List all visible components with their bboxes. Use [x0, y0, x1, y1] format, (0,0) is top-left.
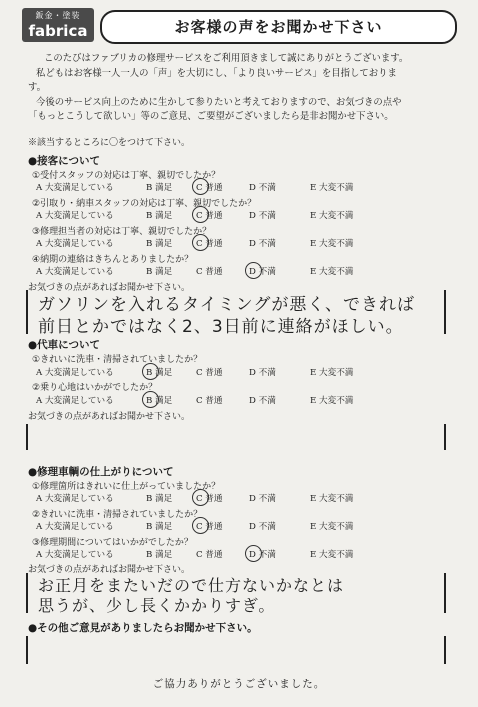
option-e[interactable]: E 大変不満 — [310, 239, 354, 249]
option-d[interactable]: D 不満 — [249, 265, 276, 277]
option-row — [36, 520, 456, 534]
intro-text — [28, 52, 453, 125]
question-label: ②きれいに洗車・清掃されていましたか？ — [32, 510, 203, 520]
comment-box-finish[interactable] — [26, 573, 446, 613]
selection-circle-icon — [192, 517, 209, 534]
option-e[interactable]: E 大変不満 — [310, 267, 354, 277]
option-row — [36, 394, 456, 408]
option-d[interactable]: D 不満 — [249, 183, 276, 193]
option-e[interactable]: E 大変不満 — [310, 211, 354, 221]
option-c[interactable]: C 普通 — [196, 550, 223, 560]
option-e[interactable]: E 大変不満 — [310, 494, 354, 504]
option-b[interactable]: B 満足 — [146, 239, 173, 249]
option-e[interactable]: E 大変不満 — [310, 550, 354, 560]
comment-box-service[interactable] — [26, 290, 446, 337]
option-d[interactable]: D 不満 — [249, 211, 276, 221]
selection-circle-icon — [192, 206, 209, 223]
option-d[interactable]: D 不満 — [249, 548, 276, 560]
logo-subtitle: 鈑金・塗装 — [35, 11, 81, 20]
intro-line: 「もっとこうして欲しい」等のご意見、ご要望がございましたら是非お聞かせ下さい。 — [28, 111, 394, 122]
option-b[interactable]: B 満足 — [146, 494, 173, 504]
intro-line: 今後のサービス向上のために生かして参りたいと考えておりますので、お気づきの点や — [36, 96, 402, 108]
option-row — [36, 366, 456, 380]
intro-line: す。 — [28, 82, 46, 93]
option-c[interactable]: C 普通 — [196, 368, 223, 378]
selection-circle-icon — [142, 363, 159, 380]
selection-circle-icon — [192, 489, 209, 506]
question-label: ④納期の連絡はきちんとありましたか？ — [32, 255, 194, 265]
option-b[interactable]: B 満足 — [146, 550, 173, 560]
comment-box-other[interactable] — [26, 636, 446, 664]
question-label: ①きれいに洗車・清掃されていましたか？ — [32, 355, 203, 365]
option-c[interactable]: C 普通 — [196, 181, 223, 193]
handwritten-comment-line: ガソリンを入れるタイミングが悪く、できれば — [38, 295, 415, 315]
option-a[interactable]: A 大変満足している — [36, 239, 114, 249]
question-label: ②引取り・納車スタッフの対応は丁寧、親切でしたか？ — [32, 199, 257, 209]
option-a[interactable]: A 大変満足している — [36, 183, 114, 193]
question-label: ①受付スタッフの対応は丁寧、親切でしたか？ — [32, 171, 221, 181]
intro-line: 私どもはお客様一人一人の「声」を大切にし、「より良いサービス」を目指しておりま — [36, 67, 397, 79]
option-c[interactable]: C 普通 — [196, 396, 223, 406]
comment-box-loaner[interactable] — [26, 424, 446, 450]
section-heading-service: ●接客について — [28, 155, 100, 167]
option-a[interactable]: A 大変満足している — [36, 368, 114, 378]
handwritten-comment-line: 思うが、少し長くかかりすぎ。 — [38, 596, 276, 615]
instruction-note: ※該当するところに〇をつけて下さい。 — [28, 138, 191, 148]
option-row — [36, 492, 456, 506]
option-b[interactable]: B 満足 — [146, 366, 172, 378]
comment-label: お気づきの点があればお聞かせ下さい。 — [28, 412, 191, 422]
option-d[interactable]: D 不満 — [249, 396, 276, 406]
option-b[interactable]: B 満足 — [146, 522, 173, 532]
selection-circle-icon — [192, 178, 209, 195]
section-heading-loaner: ●代車について — [28, 339, 100, 351]
selection-circle-icon — [245, 262, 262, 279]
thanks-message: ご協力ありがとうございました。 — [152, 678, 326, 690]
selection-circle-icon — [192, 234, 209, 251]
section-heading-finish: ●修理車輌の仕上がりについて — [28, 466, 174, 478]
option-e[interactable]: E 大変不満 — [310, 396, 354, 406]
option-c[interactable]: C 普通 — [196, 209, 223, 221]
option-a[interactable]: A 大変満足している — [36, 522, 114, 532]
question-label: ②乗り心地はいかがでしたか？ — [32, 383, 158, 393]
option-c[interactable]: C 普通 — [196, 237, 223, 249]
comment-label: お気づきの点があればお聞かせ下さい。 — [28, 283, 191, 293]
option-d[interactable]: D 不満 — [249, 494, 276, 504]
option-b[interactable]: B 満足 — [146, 394, 172, 406]
option-e[interactable]: E 大変不満 — [310, 183, 354, 193]
question-label: ③修理担当者の対応は丁寧、親切でしたか？ — [32, 227, 212, 237]
question-label: ①修理箇所はきれいに仕上がっていましたか？ — [32, 482, 221, 492]
page-title: お客様の声をお聞かせ下さい — [100, 10, 457, 44]
option-e[interactable]: E 大変不満 — [310, 368, 354, 378]
option-c[interactable]: C 普通 — [196, 492, 223, 504]
question-label: ③修理期間についてはいかがでしたか？ — [32, 538, 193, 548]
selection-circle-icon — [142, 391, 159, 408]
selection-circle-icon — [245, 545, 262, 562]
option-row — [36, 548, 456, 562]
option-d[interactable]: D 不満 — [249, 239, 276, 249]
intro-line: このたびはファブリカの修理サービスをご利用頂きまして誠にありがとうございます。 — [44, 53, 409, 64]
option-c[interactable]: C 普通 — [196, 267, 223, 277]
handwritten-comment-line: 前日とかではなく2、3日前に連絡がほしい。 — [38, 317, 404, 337]
option-row — [36, 237, 456, 251]
option-e[interactable]: E 大変不満 — [310, 522, 354, 532]
option-a[interactable]: A 大変満足している — [36, 494, 114, 504]
option-row — [36, 265, 456, 279]
option-b[interactable]: B 満足 — [146, 267, 173, 277]
option-b[interactable]: B 満足 — [146, 211, 173, 221]
option-a[interactable]: A 大変満足している — [36, 550, 114, 560]
fabrica-logo — [22, 8, 94, 42]
option-a[interactable]: A 大変満足している — [36, 267, 114, 277]
comment-label: お気づきの点があればお聞かせ下さい。 — [28, 565, 191, 575]
option-d[interactable]: D 不満 — [249, 522, 276, 532]
option-c[interactable]: C 普通 — [196, 520, 223, 532]
option-a[interactable]: A 大変満足している — [36, 396, 114, 406]
handwritten-comment-line: お正月をまたいだので仕方ないかなとは — [38, 576, 345, 595]
logo-name: fabrica — [28, 22, 88, 40]
section-heading-other: ●その他ご意見がありましたらお聞かせ下さい。 — [28, 622, 258, 634]
option-d[interactable]: D 不満 — [249, 368, 276, 378]
option-row — [36, 209, 456, 223]
option-row — [36, 181, 456, 195]
option-a[interactable]: A 大変満足している — [36, 211, 114, 221]
option-b[interactable]: B 満足 — [146, 183, 173, 193]
